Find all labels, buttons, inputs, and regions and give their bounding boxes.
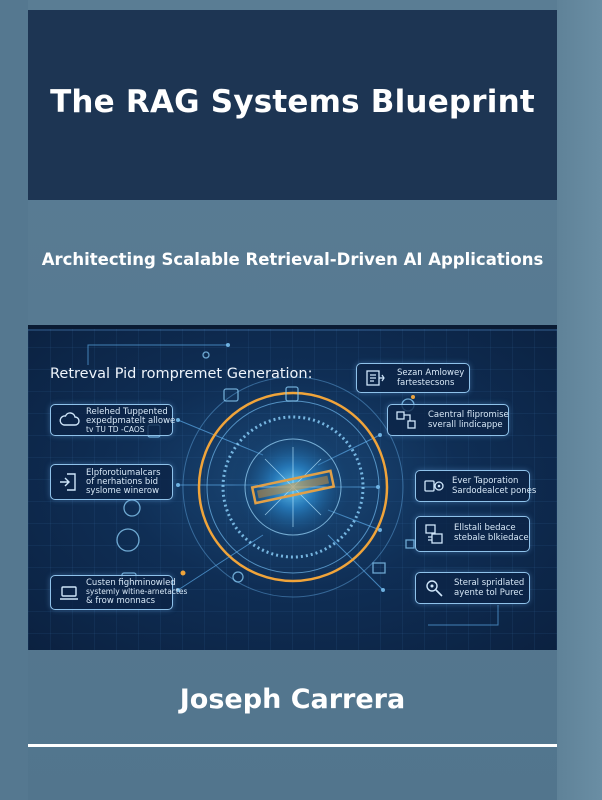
- card-line: Sezan Amlowey: [397, 368, 465, 378]
- gear-box-icon: [423, 475, 445, 497]
- card-line: ayente tol Purec: [454, 588, 524, 598]
- screens-icon: [423, 523, 445, 545]
- info-card-right-4: [415, 516, 530, 552]
- info-card-right-2: [387, 404, 509, 436]
- network-icon: [395, 409, 417, 431]
- card-line: Caentral flipromise: [428, 410, 509, 420]
- document-arrow-icon: [58, 471, 80, 493]
- info-card-right-5: [415, 572, 530, 604]
- card-line: syslome winerow: [86, 486, 160, 496]
- info-card-right-1: [356, 363, 470, 393]
- search-gear-icon: [423, 577, 445, 599]
- card-line: systemly wltine-arnetactes: [86, 587, 188, 596]
- cover-left-edge: [0, 0, 28, 800]
- card-line: Ever Taporation: [452, 476, 519, 486]
- book-subtitle: Architecting Scalable Retrieval-Driven AI Applications: [41, 250, 544, 269]
- book-author: Joseph Carrera: [179, 684, 406, 715]
- cover-illustration: [28, 325, 557, 650]
- info-card-left-1: [50, 404, 176, 436]
- info-card-right-3: [415, 470, 537, 502]
- card-line: expedpmatelt allowe: [86, 416, 176, 426]
- card-line: Custen fighminowled: [86, 578, 176, 588]
- database-icon: [364, 367, 386, 389]
- book-title: The RAG Systems Blueprint: [50, 84, 535, 120]
- card-line: fartestecsons: [397, 378, 455, 388]
- card-line: tv TU TD -CAOS: [86, 425, 145, 434]
- info-card-left-2: [50, 464, 173, 500]
- card-line: Sardodealcet pones: [452, 486, 537, 496]
- card-line: & frow monnacs: [86, 596, 156, 606]
- card-line: Elpforotiumalcars: [86, 468, 161, 478]
- info-card-left-3: [50, 575, 188, 610]
- card-line: sverall lindicappe: [428, 420, 503, 430]
- laptop-icon: [58, 582, 80, 604]
- cloud-icon: [58, 409, 80, 431]
- card-line: stebale blkiedace: [454, 533, 529, 543]
- title-banner: [28, 10, 557, 200]
- illustration-heading: Retreval Pid rompremet Generation:: [50, 366, 313, 382]
- cover-right-edge: [557, 0, 602, 800]
- divider-line: [28, 744, 557, 747]
- card-line: Ellstali bedace: [454, 523, 516, 533]
- card-line: of nerhations bid: [86, 477, 159, 487]
- card-line: Steral spridlated: [454, 578, 525, 588]
- card-line: Relehed Tuppented: [86, 407, 168, 417]
